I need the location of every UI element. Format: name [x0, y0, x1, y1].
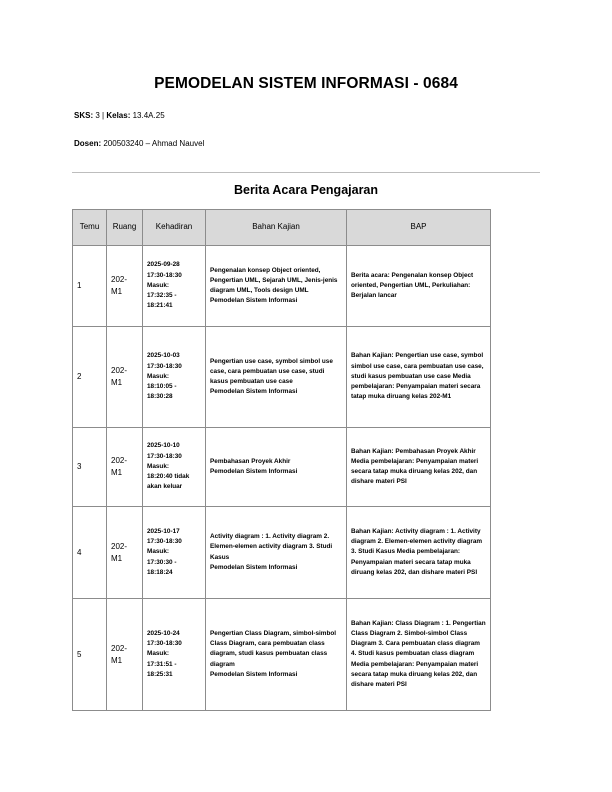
- header-bahan-kajian: Bahan Kajian: [206, 210, 347, 246]
- cell-temu: 3: [73, 428, 107, 507]
- cell-kehadiran: 2025-09-28 17:30-18:30 Masuk: 17:32:35 - 18:21:41: [143, 246, 206, 327]
- cell-ruang: 202- M1: [107, 327, 143, 428]
- cell-bap: Bahan Kajian: Pengertian use case, symbol simbol use case, cara pembuatan use case, studi kasus pembuatan use case Media pembelajaran: Penyampaian materi secara tatap muka diruang kelas 202-M1: [347, 327, 491, 428]
- meta-separator: |: [102, 111, 105, 120]
- dosen-value: 200503240 – Ahmad Nauvel: [103, 139, 205, 148]
- cell-bahan-kajian: Pembahasan Proyek Akhir Pemodelan Sistem Informasi: [206, 428, 347, 507]
- bap-table: [72, 209, 491, 711]
- cell-bahan-kajian: Pengertian use case, symbol simbol use case, cara pembuatan use case, studi kasus pembuatan use case Pemodelan Sistem Informasi: [206, 327, 347, 428]
- cell-kehadiran: 2025-10-10 17:30-18:30 Masuk: 18:20:40 tidak akan keluar: [143, 428, 206, 507]
- cell-bahan-kajian: Pengenalan konsep Object oriented, Pengertian UML, Sejarah UML, Jenis-jenis diagram UML, Tools design UML Pemodelan Sistem Informasi: [206, 246, 347, 327]
- header-ruang: Ruang: [107, 210, 143, 246]
- kelas-value: 13.4A.25: [132, 111, 165, 120]
- table-row: [73, 428, 491, 507]
- table-row: [73, 327, 491, 428]
- cell-ruang: 202- M1: [107, 507, 143, 599]
- cell-kehadiran: 2025-10-24 17:30-18:30 Masuk: 17:31:51 - 18:25:31: [143, 599, 206, 711]
- header-temu: Temu: [73, 210, 107, 246]
- cell-bahan-kajian: Pengertian Class Diagram, simbol-simbol Class Diagram, cara pembuatan class diagram, studi kasus pembuatan class diagram Pemodelan Sistem Informasi: [206, 599, 347, 711]
- cell-ruang: 202- M1: [107, 599, 143, 711]
- cell-temu: 2: [73, 327, 107, 428]
- table-row: [73, 599, 491, 711]
- cell-temu: 1: [73, 246, 107, 327]
- cell-ruang: 202- M1: [107, 428, 143, 507]
- cell-bap: Bahan Kajian: Pembahasan Proyek Akhir Media pembelajaran: Penyampaian materi secara tatap muka diruang kelas 202, dan dishare materi PSI: [347, 428, 491, 507]
- page-title: PEMODELAN SISTEM INFORMASI - 0684: [154, 75, 458, 92]
- course-meta: [74, 111, 165, 120]
- divider: [72, 172, 540, 173]
- dosen-label: Dosen:: [74, 139, 102, 148]
- lecturer-meta: [74, 139, 204, 148]
- cell-bap: Bahan Kajian: Class Diagram : 1. Pengertian Class Diagram 2. Simbol-simbol Class Diagram 3. Cara pembuatan class diagram 4. Studi kasus pembuatan class diagram Media pembelajaran: Penyampaian materi secara tatap muka diruang kelas 202, dan dishare materi PSI: [347, 599, 491, 711]
- table-row: [73, 246, 491, 327]
- cell-kehadiran: 2025-10-03 17:30-18:30 Masuk: 18:10:05 - 18:30:28: [143, 327, 206, 428]
- sks-label: SKS:: [74, 111, 94, 120]
- cell-temu: 4: [73, 507, 107, 599]
- sks-value: 3: [95, 111, 100, 120]
- header-bap: BAP: [347, 210, 491, 246]
- cell-kehadiran: 2025-10-17 17:30-18:30 Masuk: 17:30:30 - 18:18:24: [143, 507, 206, 599]
- cell-bap: Berita acara: Pengenalan konsep Object oriented, Pengertian UML, Perkuliahan: Berjalan lancar: [347, 246, 491, 327]
- table-header-row: [73, 210, 491, 246]
- cell-bahan-kajian: Activity diagram : 1. Activity diagram 2. Elemen-elemen activity diagram 3. Studi Kasus Pemodelan Sistem Informasi: [206, 507, 347, 599]
- cell-ruang: 202- M1: [107, 246, 143, 327]
- header-kehadiran: Kehadiran: [143, 210, 206, 246]
- table-row: [73, 507, 491, 599]
- kelas-label: Kelas:: [106, 111, 131, 120]
- cell-temu: 5: [73, 599, 107, 711]
- section-title: Berita Acara Pengajaran: [233, 183, 379, 197]
- cell-bap: Bahan Kajian: Activity diagram : 1. Activity diagram 2. Elemen-elemen activity diagram 3. Studi Kasus Media pembelajaran: Penyampaian materi secara tatap muka diruang kelas 202, dan dishare materi PSI: [347, 507, 491, 599]
